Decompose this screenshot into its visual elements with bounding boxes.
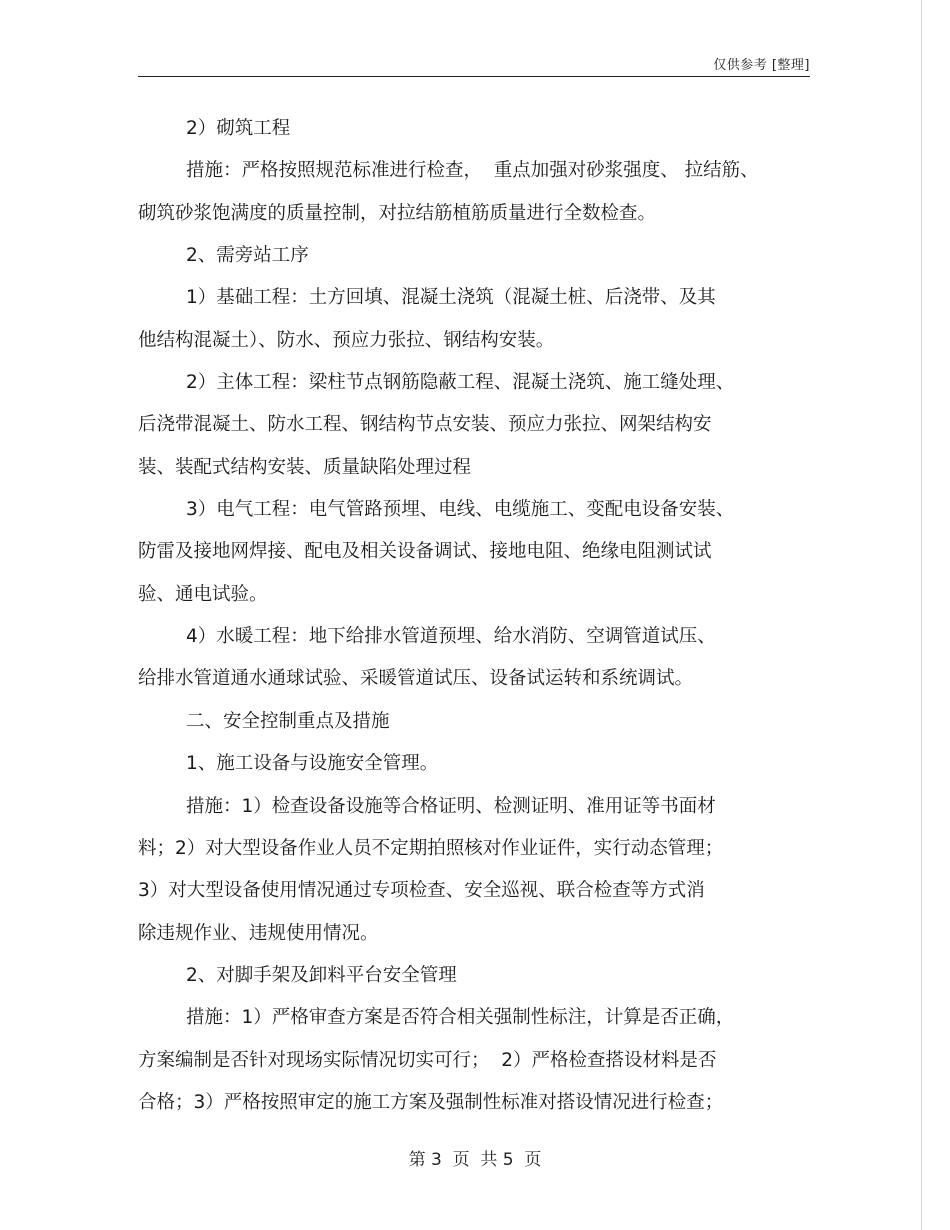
paragraph-line: 方案编制是否针对现场实际情况切实可行； 2）严格检查搭设材料是否 <box>138 1049 717 1071</box>
paragraph-line: 料；2）对大型设备作业人员不定期拍照核对作业证件，实行动态管理； <box>138 837 724 859</box>
page-edge-line <box>921 0 922 1230</box>
paragraph-line: 砌筑砂浆饱满度的质量控制，对拉结筋植筋质量进行全数检查。 <box>138 202 657 224</box>
paragraph-line: 措施：严格按照规范标准进行检查， 重点加强对砂浆强度、 拉结筋、 <box>186 160 759 182</box>
paragraph-line: 防雷及接地网焊接、配电及相关设备调试、接地电阻、绝缘电阻测试试 <box>138 541 712 563</box>
paragraph-line: 装、装配式结构安装、质量缺陷处理过程 <box>138 456 472 478</box>
heading-equipment-safety: 1、施工设备与设施安全管理。 <box>186 753 439 775</box>
header-note: 仅供参考 [整理] <box>713 58 810 73</box>
paragraph-line: 3）电气工程：电气管路预埋、电线、电缆施工、变配电设备安装、 <box>186 499 735 521</box>
paragraph-line: 2）主体工程：梁柱节点钢筋隐蔽工程、混凝土浇筑、施工缝处理、 <box>186 372 735 394</box>
paragraph-line: 措施：1）检查设备设施等合格证明、检测证明、准用证等书面材 <box>186 795 716 817</box>
heading-safety-control: 二、安全控制重点及措施 <box>186 710 390 732</box>
paragraph-line: 3）对大型设备使用情况通过专项检查、安全巡视、联合检查等方式消 <box>138 880 705 902</box>
paragraph-line: 后浇带混凝土、防水工程、钢结构节点安装、预应力张拉、网架结构安 <box>138 414 712 436</box>
page-number-footer: 第 3 页 共 5 页 <box>408 1150 542 1170</box>
paragraph-line: 他结构混凝土）、防水、预应力张拉、钢结构安装。 <box>138 329 555 351</box>
paragraph-line: 除违规作业、违规使用情况。 <box>138 922 379 944</box>
paragraph-line: 合格；3）严格按照审定的施工方案及强制性标准对搭设情况进行检查； <box>138 1091 724 1113</box>
header-rule <box>138 76 810 77</box>
paragraph-line: 4）水暖工程：地下给排水管道预埋、给水消防、空调管道试压、 <box>186 626 716 648</box>
heading-masonry: 2）砌筑工程 <box>186 118 291 139</box>
paragraph-line: 验、通电试验。 <box>138 583 268 605</box>
body-text <box>138 108 810 1124</box>
heading-supervised-procedures: 2、需旁站工序 <box>186 245 309 267</box>
paragraph-line: 1）基础工程：土方回填、混凝土浇筑（混凝土桩、后浇带、及其 <box>186 287 716 309</box>
paragraph-line: 给排水管道通水通球试验、采暖管道试压、设备试运转和系统调试。 <box>138 668 694 690</box>
paragraph-line: 措施：1）严格审查方案是否符合相关强制性标注，计算是否正确， <box>186 1007 735 1029</box>
heading-scaffold-safety: 2、对脚手架及卸料平台安全管理 <box>186 964 457 986</box>
